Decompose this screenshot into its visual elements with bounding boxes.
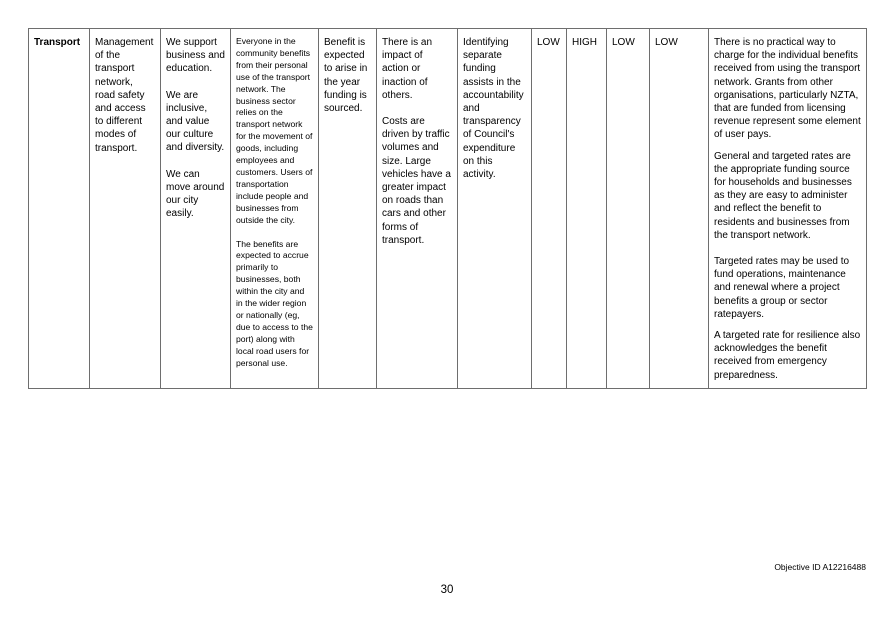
funding-needs-table bbox=[28, 28, 867, 389]
separate-funding-text: Identifying separate funding assists in the accountability and transparency of Council's expenditure on this activity. bbox=[463, 37, 524, 181]
community-outcome-text: Management of the transport network, road safety and access to different modes of transport. bbox=[95, 37, 154, 154]
rating-cell-3 bbox=[607, 29, 650, 389]
period-of-benefit-cell bbox=[319, 29, 377, 389]
distribution-paragraph: Everyone in the community benefits from their personal use of the transport network. The business sector relies on the transport network for the movement of goods, including employees and customers. Users of transportation include people and businesses from outside the city. bbox=[236, 36, 313, 225]
strategy-cell bbox=[161, 29, 231, 389]
separate-funding-cell bbox=[458, 29, 532, 389]
period-of-benefit-text: Benefit is expected to arise in the year funding is sourced. bbox=[324, 37, 368, 115]
rationale-paragraph: A targeted rate for resilience also acknowledges the benefit received from emergency preparedness. bbox=[714, 330, 861, 381]
strategy-line: We can move around our city easily. bbox=[166, 168, 225, 220]
strategy-line: We support business and education. bbox=[166, 37, 225, 75]
page-number: 30 bbox=[440, 584, 454, 596]
rating-cell-2 bbox=[567, 29, 607, 389]
exacerbator-paragraph: There is an impact of action or inaction of others. bbox=[382, 37, 433, 101]
distribution-paragraph: The benefits are expected to accrue primarily to businesses, both within the city and in the wider region or nationally (eg, due to access to the port) along with local road users for personal use. bbox=[236, 238, 313, 368]
exacerbator-cell bbox=[377, 29, 458, 389]
exacerbator-paragraph: Costs are driven by traffic volumes and size. Large vehicles have a greater impact on roads than cars and other forms of transport. bbox=[382, 116, 451, 246]
rationale-cell bbox=[709, 29, 867, 389]
table-row bbox=[29, 29, 867, 389]
rating-cell-1 bbox=[532, 29, 567, 389]
rating-value: LOW bbox=[537, 37, 560, 48]
strategy-line: We are inclusive, and value our culture and diversity. bbox=[166, 89, 225, 154]
rationale-paragraph: There is no practical way to charge for the individual benefits received from using the transport network. Grants from other organisations, particularly NZTA, that are funded from licensing revenue represent some element of user pays. bbox=[714, 37, 861, 141]
objective-id: Objective ID A12216488 bbox=[774, 562, 866, 572]
rating-value: LOW bbox=[655, 37, 678, 48]
rating-cell-4 bbox=[650, 29, 709, 389]
rating-value: HIGH bbox=[572, 37, 597, 48]
rationale-paragraph: General and targeted rates are the appropriate funding source for households and businesses as they are easy to administer and reflect the benefit to residents and businesses from the transport network. bbox=[714, 150, 852, 241]
rating-value: LOW bbox=[612, 37, 635, 48]
activity-cell bbox=[29, 29, 90, 389]
community-outcome-cell bbox=[90, 29, 161, 389]
rationale-paragraph: Targeted rates may be used to fund operations, maintenance and renewal where a project benefits a group or sector ratepayers. bbox=[714, 256, 850, 320]
distribution-of-benefits-cell bbox=[231, 29, 319, 389]
activity-name: Transport bbox=[34, 37, 81, 48]
